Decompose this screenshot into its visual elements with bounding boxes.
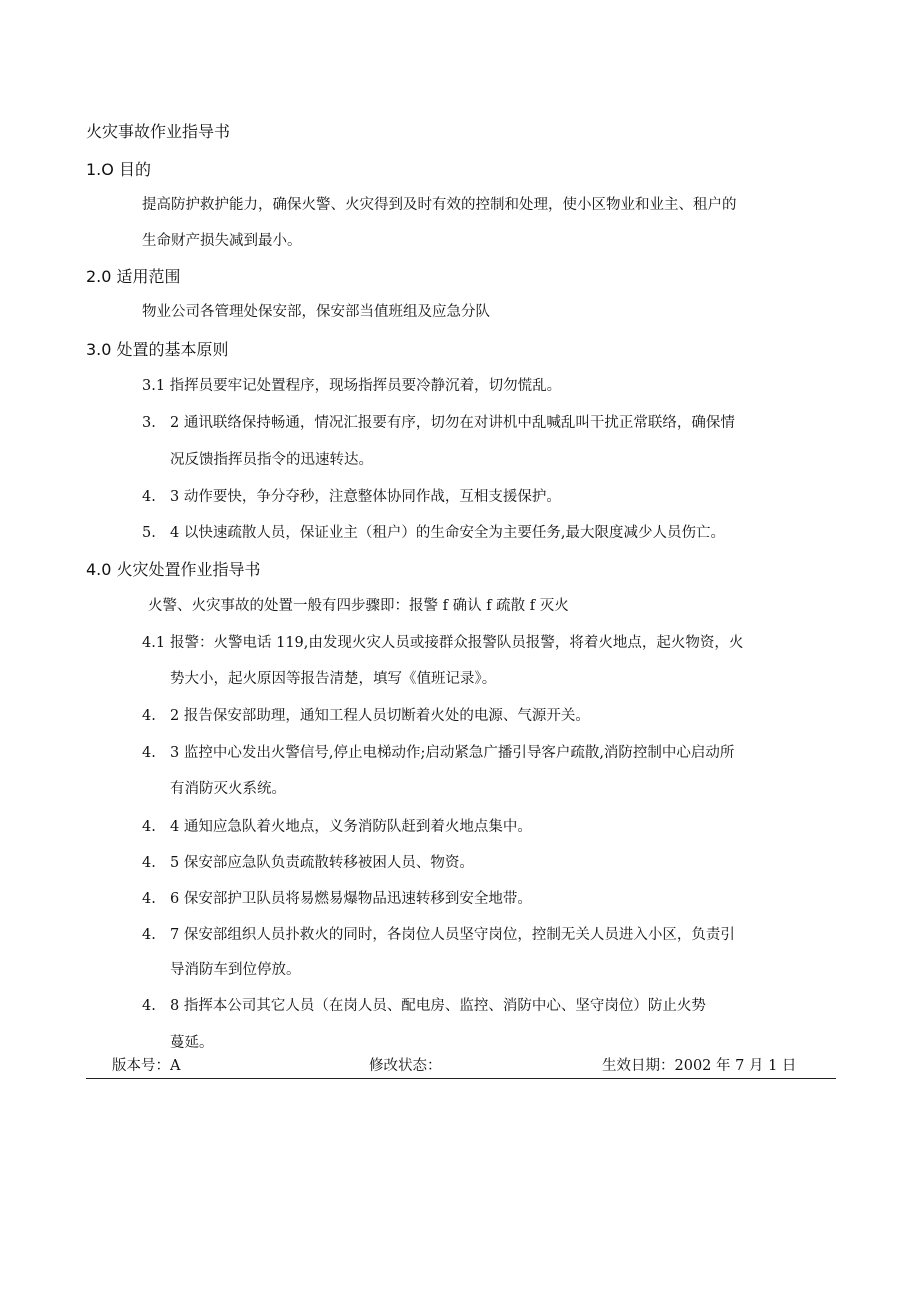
section-4-item-3 <box>142 743 734 763</box>
item-number: 4. <box>142 708 156 724</box>
section-4-item-4 <box>142 817 532 837</box>
section-4-item-2 <box>142 706 590 726</box>
item-text: 4 以快速疏散人员，保证业主（租户）的生命安全为主要任务,最大限度减少人员伤亡。 <box>170 525 725 541</box>
section-4-heading: 4.0 火灾处置作业指导书 <box>86 560 261 579</box>
item-text: 2 报告保安部助理，通知工程人员切断着火处的电源、气源开关。 <box>170 708 590 724</box>
item-text: 5 保安部应急队负责疏散转移被困人员、物资。 <box>170 855 474 871</box>
section-3-item-2-cont: 况反馈指挥员指令的迅速转达。 <box>170 452 373 468</box>
item-number: 5. <box>142 525 156 541</box>
footer-effective-date: 生效日期：2002 年 7 月 1 日 <box>602 1058 797 1074</box>
section-3-item-2 <box>142 413 735 433</box>
section-4-item-8 <box>142 996 706 1016</box>
item-number: 4. <box>142 819 156 835</box>
section-3-item-1 <box>142 376 561 396</box>
section-3-item-3 <box>142 487 561 507</box>
item-number: 3. <box>142 415 156 431</box>
section-3-heading: 3.0 处置的基本原则 <box>86 340 229 359</box>
footer-revision-status: 修改状态： <box>369 1058 442 1074</box>
item-text: 报警：火警电话 119,由发现火灾人员或接群众报警队员报警，将着火地点，起火物资，火 <box>170 635 744 651</box>
item-text: 7 保安部组织人员扑救火的同时，各岗位人员坚守岗位，控制无关人员进入小区，负责引 <box>170 927 735 943</box>
document-footer <box>86 1056 836 1079</box>
item-text: 3 动作要快，争分夺秒，注意整体协同作战，互相支援保护。 <box>170 489 561 505</box>
section-3-item-4 <box>142 523 725 543</box>
item-number: 4. <box>142 891 156 907</box>
section-1-heading: 1.O 目的 <box>86 160 151 179</box>
section-2-heading: 2.0 适用范围 <box>86 267 181 286</box>
section-4-item-6 <box>142 889 532 909</box>
section-4-intro: 火警、火灾事故的处置一般有四步骤即：报警 f 确认 f 疏散 f 灭火 <box>148 598 569 614</box>
section-4-item-7-cont: 导消防车到位停放。 <box>170 962 301 978</box>
document-title: 火灾事故作业指导书 <box>86 122 231 141</box>
section-1-line-1: 提高防护救护能力，确保火警、火灾得到及时有效的控制和处理，使小区物业和业主、租户的 <box>142 197 737 213</box>
section-4-item-5 <box>142 853 474 873</box>
section-2-line-1: 物业公司各管理处保安部，保安部当值班组及应急分队 <box>142 304 490 320</box>
footer-version: 版本号：A <box>112 1058 181 1074</box>
item-text: 4 通知应急队着火地点，义务消防队赶到着火地点集中。 <box>170 819 532 835</box>
section-4-item-7 <box>142 925 735 945</box>
item-number: 4. <box>142 855 156 871</box>
section-1-line-2: 生命财产损失减到最小。 <box>142 233 302 249</box>
item-number: 4. <box>142 745 156 761</box>
item-number: 4. <box>142 489 156 505</box>
section-4-item-1 <box>142 633 743 653</box>
item-text: 3.1 指挥员要牢记处置程序，现场指挥员要冷静沉着，切勿慌乱。 <box>142 378 562 394</box>
item-text: 8 指挥本公司其它人员（在岗人员、配电房、监控、消防中心、坚守岗位）防止火势 <box>170 998 706 1014</box>
item-number: 4.1 <box>142 635 166 651</box>
section-4-item-1-cont: 势大小，起火原因等报告清楚，填写《值班记录》。 <box>170 671 497 687</box>
item-text: 3 监控中心发出火警信号,停止电梯动作;启动紧急广播引导客户疏散,消防控制中心启动所 <box>170 745 735 761</box>
section-4-item-8-cont: 蔓延。 <box>170 1035 214 1051</box>
item-number: 4. <box>142 998 156 1014</box>
section-4-item-3-cont: 有消防灭火系统。 <box>170 781 286 797</box>
item-text: 6 保安部护卫队员将易燃易爆物品迅速转移到安全地带。 <box>170 891 532 907</box>
item-number: 4. <box>142 927 156 943</box>
item-text: 2 通讯联络保持畅通，情况汇报要有序，切勿在对讲机中乱喊乱叫干扰正常联络，确保情 <box>170 415 735 431</box>
